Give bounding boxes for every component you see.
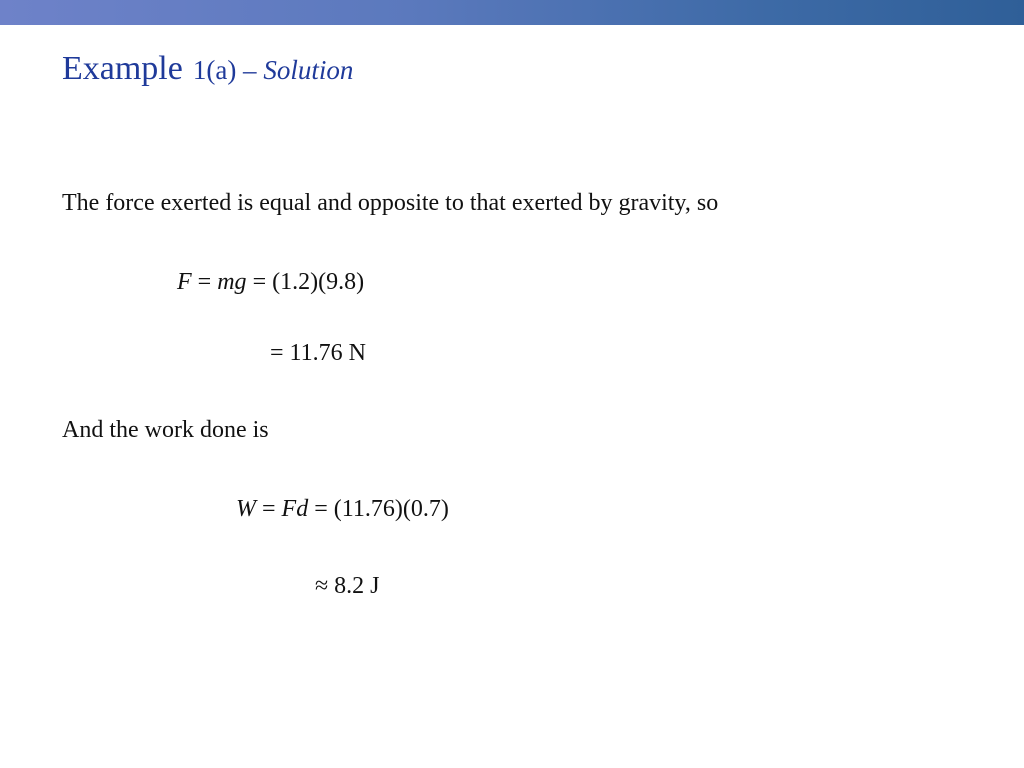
title-main: Example <box>62 50 183 87</box>
work-result: ≈ 8.2 J <box>315 573 380 599</box>
work-text: And the work done is <box>62 417 269 443</box>
force-var-f: F <box>177 269 192 295</box>
force-var-mg: mg <box>217 269 247 295</box>
force-values: = (1.2)(9.8) <box>246 269 365 295</box>
force-equals: = <box>191 269 218 295</box>
work-var-fd: Fd <box>281 496 309 522</box>
work-equals: = <box>256 496 282 522</box>
force-result: = 11.76 N <box>270 340 366 366</box>
force-equation <box>177 270 364 294</box>
header-band <box>0 0 1024 25</box>
title-number: 1(a) – <box>192 55 264 85</box>
work-values: = (11.76)(0.7) <box>308 496 449 522</box>
work-var-w: W <box>236 496 256 522</box>
work-equation <box>236 497 449 521</box>
slide-title <box>62 52 353 86</box>
title-emphasis: Solution <box>263 55 354 85</box>
intro-text: The force exerted is equal and opposite to that exerted by gravity, so <box>62 190 719 216</box>
